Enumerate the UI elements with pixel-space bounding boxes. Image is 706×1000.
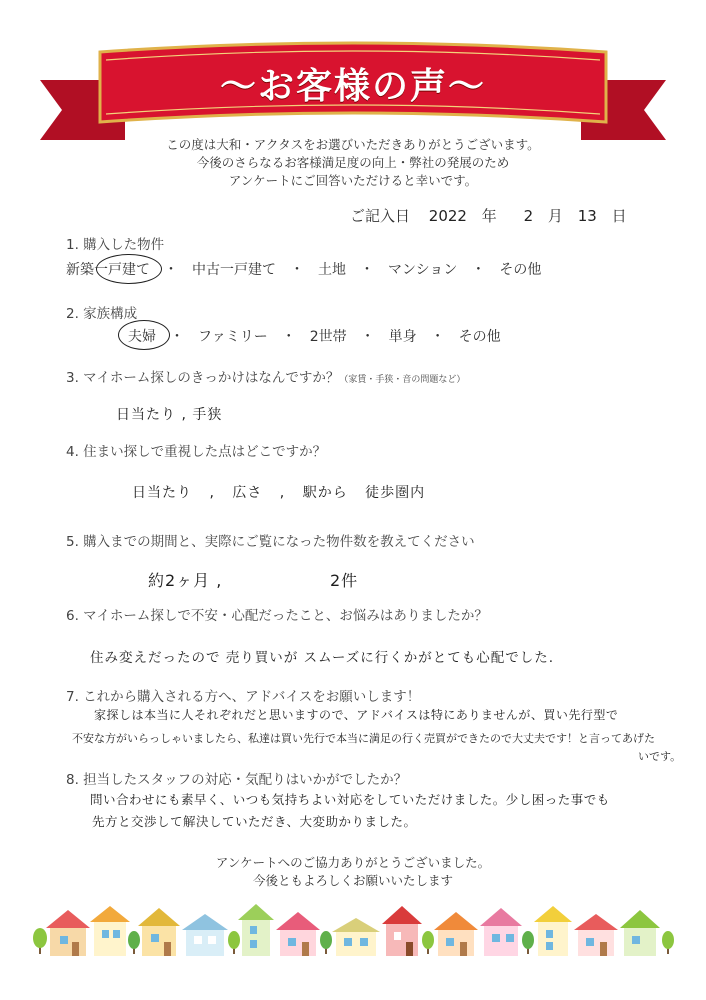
answer-8-line: 先方と交渉して解決していただき、大変助かりました。 [92, 814, 417, 829]
tree-icon [128, 931, 140, 954]
question-7: 7. これから購入される方へ、アドバイスをお願いします！ [66, 689, 421, 705]
tree-icon [228, 931, 240, 954]
house-icon [480, 908, 522, 956]
selected-mark [118, 320, 170, 350]
option-used-house: 中古一戸建て [192, 262, 276, 278]
closing-line: 今後ともよろしくお願いいたします [252, 873, 453, 888]
house-icon [434, 912, 478, 956]
option-mansion: マンション [388, 262, 458, 278]
question-4: 4. 住まい探しで重視した点はどこですか？ [66, 444, 327, 460]
option-family: ファミリー [198, 329, 268, 345]
option-other: その他 [499, 262, 542, 278]
banner-title: 〜お客様の声〜 [219, 66, 486, 107]
tree-icon [522, 931, 534, 954]
house-icon [238, 904, 274, 956]
answer-5-period: 約2ヶ月 , [148, 571, 223, 590]
answer-7-line: 不安な方がいらっしゃいましたら、私達は買い先行で本当に満足の行く売買ができたので大丈夫です！と言ってあげた [72, 732, 655, 745]
intro-line: この度は大和・アクタスをお選びいただきありがとうございます。 [166, 137, 540, 152]
house-icon [534, 906, 572, 956]
option-land: 土地 [318, 262, 346, 278]
intro-line: アンケートにご回答いただけると幸いです。 [228, 173, 478, 188]
date-year-unit: 年 [481, 207, 497, 225]
date-month-unit: 月 [547, 207, 563, 225]
selected-mark [96, 254, 162, 284]
date-day-unit: 日 [611, 207, 627, 225]
family-options: 夫婦 ・ ファミリー ・ 2世帯 ・ 単身 ・ その他 [128, 326, 501, 346]
question-8: 8. 担当したスタッフの対応・気配りはいかがでしたか？ [66, 772, 408, 788]
house-icon [620, 910, 660, 956]
houses-illustration [30, 900, 676, 960]
property-options: 新築一戸建て ・ 中古一戸建て ・ 土地 ・ マンション ・ その他 [66, 259, 541, 279]
answer-7-line: いです。 [638, 750, 682, 763]
house-icon [574, 914, 618, 956]
closing-text [0, 854, 706, 890]
tree-icon [422, 931, 434, 954]
option-two-generation: 2世帯 [309, 329, 347, 345]
date-month: 2 [523, 207, 534, 225]
tree-icon [662, 931, 674, 954]
intro-text [0, 136, 706, 190]
entry-date [350, 205, 627, 226]
question-5: 5. 購入までの期間と、実際にご覧になった物件数を教えてください [66, 534, 475, 550]
house-icon [90, 906, 130, 956]
answer-8-line: 問い合わせにも素早く、いつも気持ちよい対応をしていただけました。少し困った事でも [90, 792, 610, 807]
house-icon [138, 908, 180, 956]
option-other: その他 [458, 329, 501, 345]
intro-line: 今後のさらなるお客様満足度の向上・弊社の発展のため [196, 155, 510, 170]
closing-line: アンケートへのご協力ありがとうございました。 [215, 855, 491, 870]
question-3: 3. マイホーム探しのきっかけはなんですか？（家賃・手狭・音の問題など） [66, 370, 466, 386]
house-icon [276, 912, 320, 956]
question-2: 2. 家族構成 [66, 306, 138, 322]
tree-icon [33, 928, 47, 954]
date-label: ご記入日 [350, 207, 411, 225]
house-icon [182, 914, 228, 956]
answer-6: 住み変えだったので 売り買いが スムーズに行くかがとても心配でした. [90, 650, 555, 666]
question-6: 6. マイホーム探しで不安・心配だったこと、お悩みはありましたか？ [66, 608, 488, 624]
option-single: 単身 [388, 329, 417, 345]
answer-3: 日当たり , 手狭 [116, 407, 223, 423]
date-day: 13 [577, 207, 597, 225]
house-icon [332, 918, 380, 956]
question-1: 1. 購入した物件 [66, 237, 165, 253]
answer-5-count: 2件 [330, 571, 359, 590]
answer-7-line: 家探しは本当に人それぞれだと思いますので、アドバイスは特にありませんが、買い先行型で [94, 708, 619, 722]
question-3-note: （家賃・手狭・音の問題など） [339, 375, 466, 385]
date-year: 2022 [428, 207, 467, 225]
option-new-house: 新築一戸建て [66, 262, 150, 278]
house-icon [382, 906, 422, 956]
answer-4: 日当たり , 広さ , 駅から 徒歩圏内 [132, 485, 426, 501]
option-couple: 夫婦 [128, 329, 156, 345]
house-icon [46, 910, 90, 956]
tree-icon [320, 931, 332, 954]
